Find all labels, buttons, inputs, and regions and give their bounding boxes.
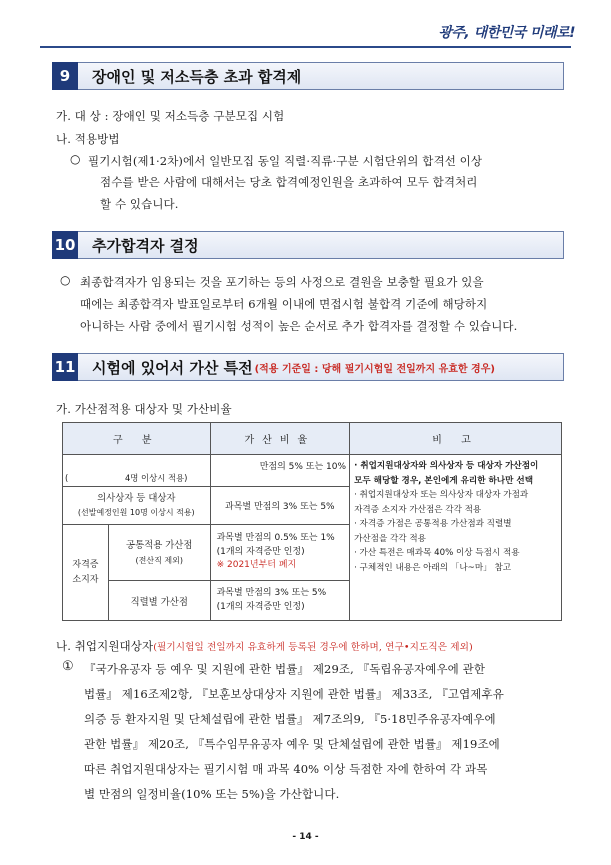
employment-support-heading [56,638,473,654]
employment-support-note: (필기시험일 전일까지 유효하게 등록된 경우에 한하며, 연구•지도직은 제외) [153,642,473,653]
note-line: · 취업지원대상자 또는 의사상자 대상자 가점과 [354,490,529,500]
employment-support-label: 나. 취업지원대상자 [56,639,154,653]
header-rule [40,46,571,48]
row-label: 공통적용 가산점 [126,539,193,551]
section-title: 장애인 및 저소득층 초과 합격제 [92,67,302,86]
section-number: 11 [52,353,78,381]
note-line: 모두 해당할 경우, 본인에게 유리한 하나만 선택 [354,475,534,486]
section-9-target: 가. 대 상 : 장애인 및 저소득층 구분모집 시험 [56,109,285,123]
section-note: (적용 기준일 : 당해 필기시험일 전일까지 유효한 경우) [254,363,495,375]
note-line: 자격증 소지자 가산점은 각각 적용 [354,504,482,515]
table-row [63,455,562,487]
row-label: ( [65,472,69,483]
note-line: 가산점을 각각 적용 [354,533,426,544]
row-sublabel: (전산직 제외) [135,555,183,565]
employment-support-line: 별 만점의 일정비율(10% 또는 5%)을 가산합니다. [84,787,340,801]
note-line: · 가산 특전은 매과목 40% 이상 득점시 적용 [354,548,520,558]
row-rate: (1개의 자격증만 인정) [216,601,305,612]
section-10-line: 아니하는 사람 중에서 필기시험 성적이 높은 순서로 추가 합격자를 결정할 수 있습니다. [80,319,518,333]
slogan: 광주, 대한민국 미래로! [438,25,575,41]
row-rate: (1개의 자격증만 인정) [216,546,305,557]
note-line: · 자격증 가점은 공통적용 가산점과 직렬별 [354,519,512,529]
section-11-header [52,353,564,381]
section-9-header [52,62,564,90]
row-rate: 과목별 만점의 3% 또는 5% [210,487,349,525]
bonus-table-caption: 가. 가산점적용 대상자 및 가산비율 [56,402,232,416]
row-sublabel: (선발예정인원 10명 이상시 적용) [77,507,195,517]
section-9-line: 점수를 받은 사람에 대해서는 당초 합격예정인원을 초과하여 모두 합격처리 [100,175,478,189]
row-rate: 과목별 만점의 3% 또는 5% [216,588,327,598]
row-rate: 만점의 5% 또는 10% [210,455,349,487]
row-sublabel: 4명 이상시 적용) [124,472,188,483]
table-notes [350,455,562,621]
section-number: 9 [52,62,78,90]
table-header: 가산비율 [210,423,349,455]
row-label: 의사상자 등 대상자 [97,492,176,504]
section-title: 추가합격자 결정 [92,236,199,255]
employment-support-line: 따른 취업지원대상자는 필기시험 매 과목 40% 이상 득점한 자에 한하여 각 과목 [84,762,488,776]
employment-support-line: 의증 등 환자지원 및 단체설립에 관한 법률』 제7조의9, 『5·18민주유공자예우에 [84,712,496,726]
bullet-icon: ○ [60,273,71,287]
employment-support-line: 법률』 제16조제2항, 『보훈보상대상자 지원에 관한 법률』 제33조, 『고엽제후유 [84,687,504,701]
table-header: 구 분 [63,423,211,455]
group-label: 자격증 소지자 [63,525,109,621]
note-line: · 구체적인 내용은 아래의 「나~마」 참고 [354,562,512,573]
abolished-note: ※ 2021년부터 폐지 [216,560,297,571]
section-10-line: 최종합격자가 임용되는 것을 포기하는 등의 사정으로 결원을 보충할 필요가 있을 [80,275,484,289]
row-rate: 과목별 만점의 0.5% 또는 1% [216,533,335,544]
section-number: 10 [52,231,78,259]
section-10-header [52,231,564,259]
circled-number: ① [62,659,74,674]
section-10-line: 때에는 최종합격자 발표일로부터 6개월 이내에 면접시험 불합격 기준에 해당하지 [80,297,488,311]
bonus-table [62,422,562,621]
bullet-icon: ○ [70,152,81,166]
table-header: 비 고 [350,423,562,455]
section-9-method-label: 나. 적용방법 [56,132,120,146]
section-title: 시험에 있어서 가산 특전 [92,358,253,377]
row-label: 직렬별 가산점 [108,581,210,621]
page-number: - 14 - [292,832,319,842]
note-line: · 취업지원대상자와 의사상자 등 대상자 가산점이 [354,461,539,471]
section-9-line: 할 수 있습니다. [100,197,179,211]
employment-support-line: 관한 법률』 제20조, 『특수임무유공자 예우 및 단체설립에 관한 법률』 제19조에 [84,737,500,751]
employment-support-line: 『국가유공자 등 예우 및 지원에 관한 법률』 제29조, 『독립유공자예우에 관한 [84,662,486,676]
section-9-line: 필기시험(제1·2차)에서 일반모집 동일 직렬·직류·구분 시험단위의 합격선 이상 [88,154,483,168]
